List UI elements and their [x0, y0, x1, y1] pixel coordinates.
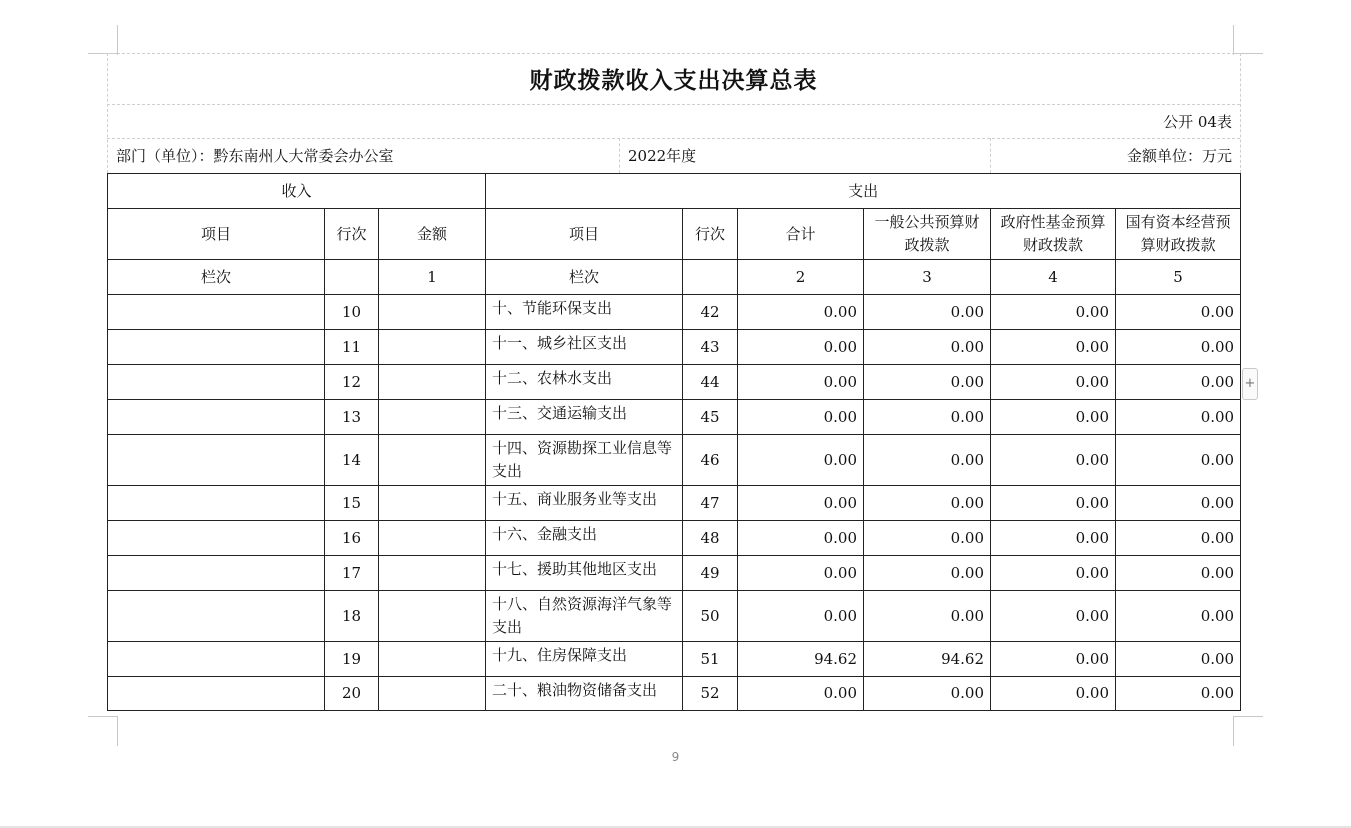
- add-column-button[interactable]: +: [1242, 368, 1258, 400]
- page-title: 财政拨款收入支出决算总表: [529, 67, 818, 94]
- general-value: 94.62: [864, 642, 991, 677]
- income-amount-cell: [379, 521, 486, 556]
- income-amount-cell: [379, 591, 486, 642]
- state-capital-value: 0.00: [1116, 295, 1241, 330]
- crop-mark-bottom-right: [1233, 716, 1234, 746]
- total-value: 0.00: [738, 400, 864, 435]
- expense-row-no: 42: [683, 295, 738, 330]
- total-header: 合计: [738, 209, 864, 260]
- expense-item: 十八、自然资源海洋气象等支出: [486, 591, 683, 642]
- state-capital-value: 0.00: [1116, 400, 1241, 435]
- crop-mark-bottom-left-h: [88, 716, 118, 717]
- crop-mark-top-right: [1233, 25, 1234, 55]
- total-value: 0.00: [738, 295, 864, 330]
- fiscal-year: 2022年度: [628, 147, 697, 165]
- expense-item-header: 项目: [486, 209, 683, 260]
- gov-fund-value: 0.00: [991, 642, 1116, 677]
- table-row: [108, 365, 1241, 400]
- gov-fund-value: 0.00: [991, 435, 1116, 486]
- income-amount-cell: [379, 556, 486, 591]
- income-row-no: 20: [325, 677, 379, 711]
- income-item-cell: [108, 400, 325, 435]
- crop-mark-bottom-right-h: [1233, 716, 1263, 717]
- amount-unit: 金额单位：万元: [1126, 147, 1232, 165]
- income-item-cell: [108, 295, 325, 330]
- income-amount-cell: [379, 295, 486, 330]
- income-item-cell: [108, 591, 325, 642]
- expense-row-no: 46: [683, 435, 738, 486]
- table-row: [108, 330, 1241, 365]
- expense-item: 十四、资源勘探工业信息等支出: [486, 435, 683, 486]
- col-number-5: 5: [1116, 260, 1241, 295]
- gov-fund-header: 政府性基金预算财政拨款: [991, 209, 1116, 260]
- gov-fund-value: 0.00: [991, 521, 1116, 556]
- income-row-no: 12: [325, 365, 379, 400]
- col-number-3: 3: [864, 260, 991, 295]
- expense-item: 十一、城乡社区支出: [486, 330, 683, 365]
- table-row: [108, 677, 1241, 711]
- budget-table: [107, 173, 1241, 711]
- income-row-no-header: 行次: [325, 209, 379, 260]
- expense-item: 十五、商业服务业等支出: [486, 486, 683, 521]
- expense-row-no: 44: [683, 365, 738, 400]
- income-amount-header: 金额: [379, 209, 486, 260]
- income-item-cell: [108, 330, 325, 365]
- state-capital-value: 0.00: [1116, 521, 1241, 556]
- expense-item: 十三、交通运输支出: [486, 400, 683, 435]
- col-number-4: 4: [991, 260, 1116, 295]
- income-amount-cell: [379, 400, 486, 435]
- gov-fund-value: 0.00: [991, 295, 1116, 330]
- income-amount-cell: [379, 330, 486, 365]
- total-value: 0.00: [738, 677, 864, 711]
- page-number: 9: [671, 750, 680, 764]
- expense-row-no: 48: [683, 521, 738, 556]
- expense-item: 十二、农林水支出: [486, 365, 683, 400]
- gov-fund-value: 0.00: [991, 365, 1116, 400]
- state-capital-value: 0.00: [1116, 642, 1241, 677]
- general-value: 0.00: [864, 365, 991, 400]
- guide-line: [107, 104, 1240, 105]
- guide-line: [107, 138, 1240, 139]
- income-row-no: 14: [325, 435, 379, 486]
- state-capital-value: 0.00: [1116, 365, 1241, 400]
- column-number-row: [108, 260, 1241, 295]
- income-row-no: 16: [325, 521, 379, 556]
- table-row: [108, 591, 1241, 642]
- total-value: 0.00: [738, 330, 864, 365]
- general-value: 0.00: [864, 591, 991, 642]
- expense-item: 十七、援助其他地区支出: [486, 556, 683, 591]
- total-value: 0.00: [738, 556, 864, 591]
- income-item-cell: [108, 365, 325, 400]
- general-value: 0.00: [864, 677, 991, 711]
- state-capital-value: 0.00: [1116, 330, 1241, 365]
- table-row: [108, 400, 1241, 435]
- expense-item: 十六、金融支出: [486, 521, 683, 556]
- guide-line: [107, 53, 1240, 54]
- income-amount-cell: [379, 435, 486, 486]
- general-value: 0.00: [864, 435, 991, 486]
- general-value: 0.00: [864, 486, 991, 521]
- table-row: [108, 521, 1241, 556]
- guide-line: [990, 138, 991, 173]
- header-row-columns: [108, 209, 1241, 260]
- expense-item: 十、节能环保支出: [486, 295, 683, 330]
- general-value: 0.00: [864, 556, 991, 591]
- expense-row-no: 47: [683, 486, 738, 521]
- col-number-2: 2: [738, 260, 864, 295]
- total-value: 0.00: [738, 486, 864, 521]
- total-value: 94.62: [738, 642, 864, 677]
- crop-mark-bottom-left: [117, 716, 118, 746]
- gov-fund-value: 0.00: [991, 677, 1116, 711]
- total-value: 0.00: [738, 591, 864, 642]
- state-capital-value: 0.00: [1116, 556, 1241, 591]
- general-budget-header: 一般公共预算财政拨款: [864, 209, 991, 260]
- general-value: 0.00: [864, 295, 991, 330]
- guide-line: [619, 138, 620, 173]
- income-amount-cell: [379, 642, 486, 677]
- state-capital-header: 国有资本经营预算财政拨款: [1116, 209, 1241, 260]
- expense-item: 十九、住房保障支出: [486, 642, 683, 677]
- expense-col-label: 栏次: [486, 260, 683, 295]
- table-row: [108, 642, 1241, 677]
- state-capital-value: 0.00: [1116, 677, 1241, 711]
- income-row-no: 19: [325, 642, 379, 677]
- state-capital-value: 0.00: [1116, 435, 1241, 486]
- table-row: [108, 295, 1241, 330]
- income-item-cell: [108, 642, 325, 677]
- general-value: 0.00: [864, 330, 991, 365]
- general-value: 0.00: [864, 521, 991, 556]
- header-row-group: [108, 174, 1241, 209]
- state-capital-value: 0.00: [1116, 486, 1241, 521]
- income-amount-cell: [379, 365, 486, 400]
- income-row-no: 11: [325, 330, 379, 365]
- expense-row-no: 52: [683, 677, 738, 711]
- empty-cell: [683, 260, 738, 295]
- form-number: 公开 04表: [1163, 113, 1232, 131]
- expense-row-no: 50: [683, 591, 738, 642]
- income-col-number: 1: [379, 260, 486, 295]
- income-amount-cell: [379, 486, 486, 521]
- gov-fund-value: 0.00: [991, 330, 1116, 365]
- income-amount-cell: [379, 677, 486, 711]
- expense-item: 二十、粮油物资储备支出: [486, 677, 683, 711]
- expense-row-no: 45: [683, 400, 738, 435]
- general-value: 0.00: [864, 400, 991, 435]
- table-row: [108, 435, 1241, 486]
- total-value: 0.00: [738, 365, 864, 400]
- income-row-no: 17: [325, 556, 379, 591]
- income-row-no: 10: [325, 295, 379, 330]
- income-item-header: 项目: [108, 209, 325, 260]
- state-capital-value: 0.00: [1116, 591, 1241, 642]
- income-col-label: 栏次: [108, 260, 325, 295]
- income-row-no: 15: [325, 486, 379, 521]
- table-row: [108, 556, 1241, 591]
- department-label: 部门（单位）：黔东南州人大常委会办公室: [116, 147, 394, 165]
- gov-fund-value: 0.00: [991, 486, 1116, 521]
- income-item-cell: [108, 486, 325, 521]
- income-item-cell: [108, 556, 325, 591]
- total-value: 0.00: [738, 435, 864, 486]
- income-header: 收入: [108, 174, 486, 209]
- gov-fund-value: 0.00: [991, 556, 1116, 591]
- table-row: [108, 486, 1241, 521]
- income-row-no: 13: [325, 400, 379, 435]
- income-item-cell: [108, 435, 325, 486]
- total-value: 0.00: [738, 521, 864, 556]
- expense-row-no: 51: [683, 642, 738, 677]
- empty-cell: [325, 260, 379, 295]
- gov-fund-value: 0.00: [991, 591, 1116, 642]
- expense-row-no-header: 行次: [683, 209, 738, 260]
- expense-row-no: 49: [683, 556, 738, 591]
- income-row-no: 18: [325, 591, 379, 642]
- guide-line: [1240, 53, 1241, 173]
- crop-mark-top-left: [117, 25, 118, 55]
- income-item-cell: [108, 521, 325, 556]
- expense-row-no: 43: [683, 330, 738, 365]
- income-item-cell: [108, 677, 325, 711]
- gov-fund-value: 0.00: [991, 400, 1116, 435]
- expense-header: 支出: [486, 174, 1241, 209]
